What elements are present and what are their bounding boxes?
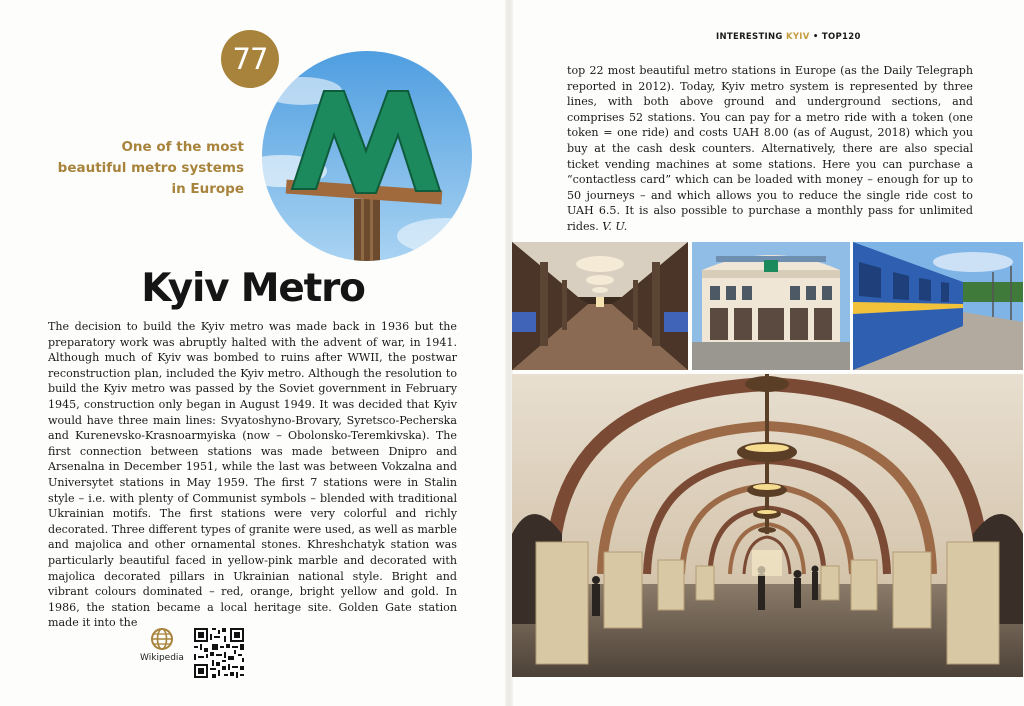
globe-icon (151, 628, 173, 650)
running-head-suffix: • TOP120 (809, 32, 861, 42)
wikipedia-label: Wikipedia (140, 653, 184, 663)
running-head-accent: KYIV (785, 32, 810, 42)
body-paragraph-right (567, 63, 973, 235)
entry-number-badge: 77 (221, 30, 279, 88)
subtitle: One of the most beautiful metro systems in Europe (57, 139, 244, 197)
photo-vaulted-hall (512, 374, 1023, 677)
page-title: Kyiv Metro (141, 266, 365, 311)
photo-station-hall (512, 242, 688, 370)
photo-metro-train (853, 242, 1023, 370)
body-paragraph-text: top 22 most beautiful metro stations in Europe (as the Daily Telegraph reported in 2012). Today, Kyiv metro system is represented by three lines, with both above ground and underground sections, and comprises 52 stations. You can pay for a metro ride with a token (one token = one ride) and costs UAH 8.00 (as of August, 2018) which you buy at the cash desk counters. Alternatively, there are also special ticket vending machines at some stations. Here you can purchase a “contactless card” which can be loaded with money – enough for up to 50 journeys – and which allows you to reduce the single ride cost to UAH 6.5. It is also possible to purchase a monthly pass for unlimited rides. (567, 64, 973, 233)
qr-code[interactable] (194, 628, 244, 678)
body-text-left (48, 319, 457, 631)
metro-sign-photo (262, 51, 472, 261)
wikipedia-link[interactable] (140, 628, 184, 663)
running-head (716, 32, 861, 42)
body-paragraph: The decision to build the Kyiv metro was made back in 1936 but the preparatory work was abruptly halted with the advent of war, in 1941. Although much of Kyiv was bombed to ruins after WWII, the postwar reconstruction plan, included the Kyiv metro. Although the resolution to build the Kyiv metro was passed by the Soviet government in February 1945, construction only began in August 1949. It was decided that Kyiv would have three main lines: Svyatoshyno-Brovary, Syretsco-Pecherska and Kurenevsko-Krasnoarmyiska (now – Obolonsko-Teremkivska). The first connection between stations was made between Dnipro and Arsenalna in December 1951, while the last was between Vokzalna and Universytet stations in May 1959. The first 7 stations were in Stalin style – i.e. with plenty of Communist symbols – blended with traditional Ukrainian motifs. The first stations were very colorful and richly decorated. Three different types of granite were used, as well as marble and majolica and other ornamental stones. Khreshchatyk station was particularly beautiful faced in yellow-pink marble and decorated with majolica decorated pillars in Ukrainian national style. Bright and vibrant colours dominated – red, orange, bright yellow and gold. In 1986, the station became a local heritage site. Golden Gate station made it into the (48, 320, 457, 630)
photo-station-facade (692, 242, 850, 370)
running-head-prefix: INTERESTING (716, 32, 786, 42)
body-text-right (567, 63, 973, 235)
author-signature: V. U. (602, 219, 628, 233)
